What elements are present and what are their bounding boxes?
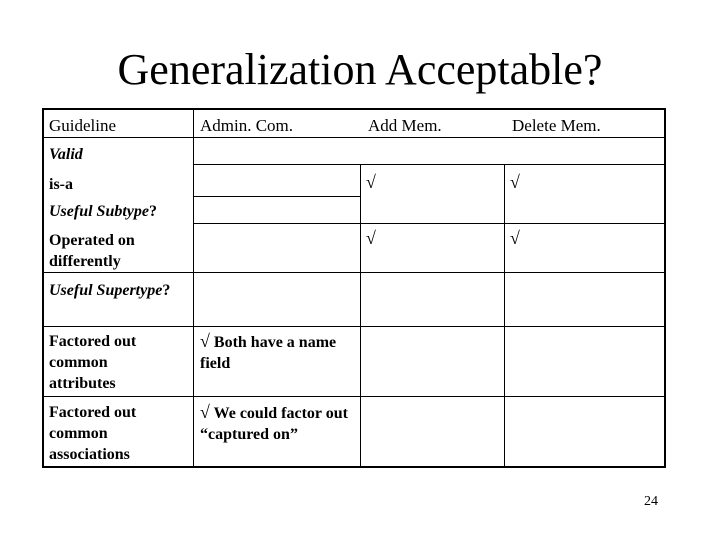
- header-guideline: Guideline: [49, 116, 117, 135]
- row-label-operated-on-differently: Operated on differently: [49, 232, 135, 270]
- row-label-is-a: is-a: [49, 176, 73, 193]
- column-divider: [360, 164, 361, 466]
- row-label-factored-associations: Factored out common associations: [49, 404, 137, 463]
- header-add-mem: Add Mem.: [368, 116, 442, 135]
- row-divider: [193, 164, 664, 165]
- associations-admin-cell: √ We could factor out “captured on”: [200, 402, 348, 443]
- section-valid: Valid: [49, 146, 83, 163]
- header-delete-mem: Delete Mem.: [512, 116, 601, 135]
- check-mark-icon: √: [366, 228, 376, 248]
- header-divider: [44, 137, 664, 138]
- check-mark-icon: √: [510, 228, 520, 248]
- row-divider: [44, 272, 664, 273]
- check-mark-icon: √: [366, 172, 376, 192]
- header-admin-com: Admin. Com.: [200, 116, 294, 135]
- row-divider: [193, 223, 664, 224]
- row-divider: [193, 196, 360, 197]
- guideline-table: [42, 108, 666, 468]
- column-divider: [504, 164, 505, 466]
- check-mark-icon: √: [510, 172, 520, 192]
- section-useful-supertype: Useful Supertype?: [49, 282, 171, 299]
- row-divider: [44, 396, 664, 397]
- slide-title: Generalization Acceptable?: [117, 45, 603, 94]
- page-number: 24: [644, 494, 658, 509]
- check-mark-icon: √: [200, 331, 210, 351]
- row-divider: [44, 326, 664, 327]
- check-mark-icon: √: [200, 402, 210, 422]
- row-label-factored-attributes: Factored out common attributes: [49, 333, 137, 392]
- section-useful-subtype: Useful Subtype?: [49, 203, 157, 220]
- attributes-admin-cell: √ Both have a name field: [200, 331, 337, 372]
